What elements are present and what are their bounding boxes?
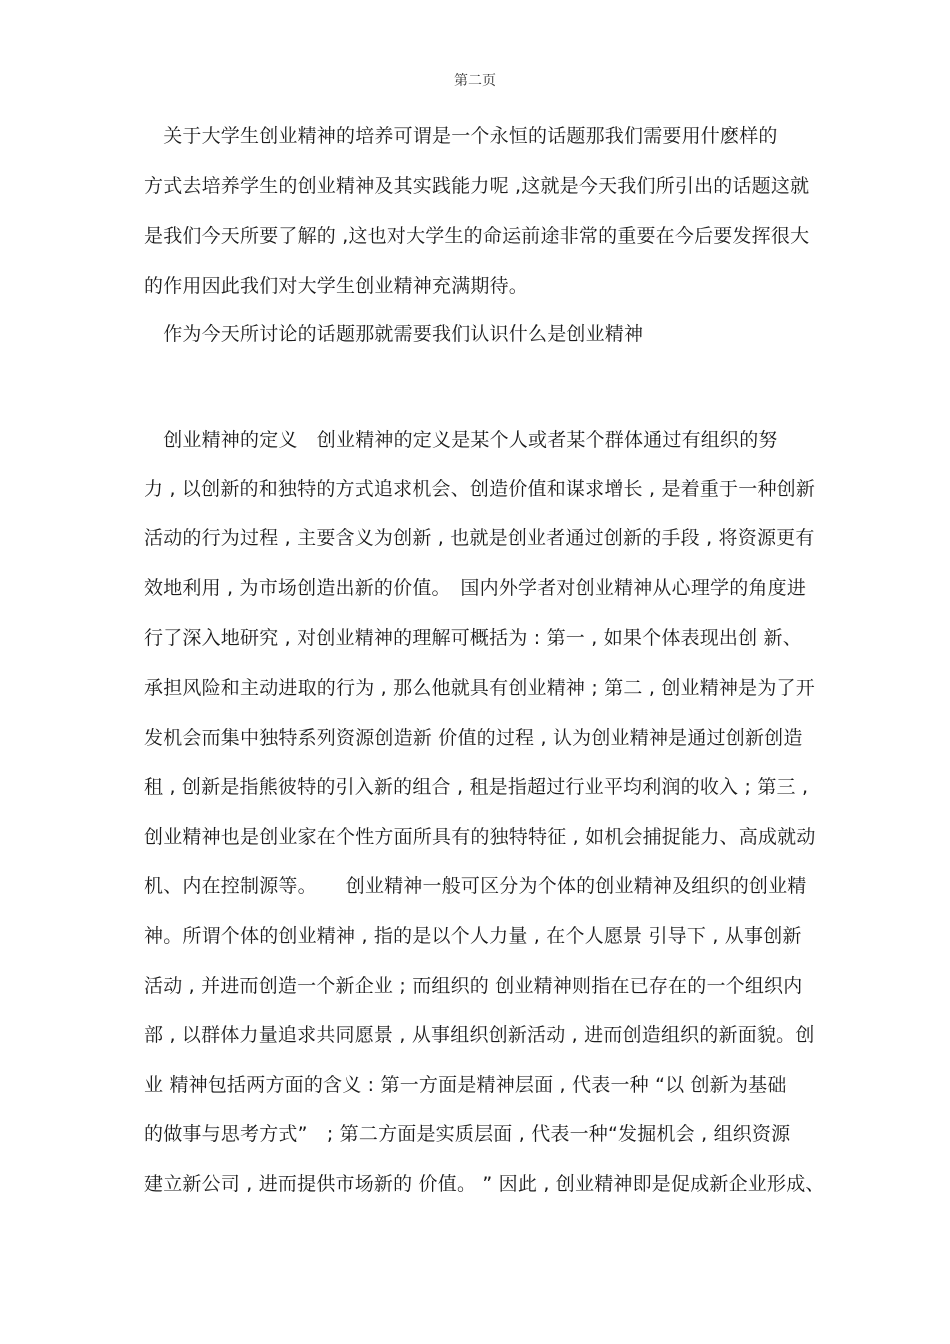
text-line: 关于大学生创业精神的培养可谓是一个永恒的话题那我们需要用什麽样的 [144,125,778,147]
text-line: 效地利用 , 为市场创造出新的价值。 国内外学者对创业精神从心理学的角度进 [144,577,807,599]
text-line: 活动的行为过程 , 主要含义为创新 , 也就是创业者通过创新的手段 , 将资源更有 [144,527,815,549]
text-line: 承担风险和主动进取的行为 , 那么他就具有创业精神 ; 第二 , 创业精神是为了开 [144,677,815,699]
text-line: 创业精神也是创业家在个性方面所具有的独特特征 , 如机会捕捉能力、高成就动 [144,826,816,848]
text-line: 方式去培养学生的创业精神及其实践能力呢 ,这就是今天我们所引出的话题这就 [144,175,810,197]
text-line: 神。所谓个体的创业精神 , 指的是以个人力量 , 在个人愿景 引导下 , 从事创新 [144,925,802,947]
text-line: 的作用因此我们对大学生创业精神充满期待。 [144,275,529,297]
text-line: 的做事与思考方式” ; 第二方面是实质层面 , 代表一种“发掘机会 , 组织资源 [144,1123,791,1145]
text-line: 活动 , 并进而创造一个新企业 ; 而组织的 创业精神则指在已存在的一个组织内 [144,975,803,997]
text-line: 机、内在控制源等。 创业精神一般可区分为个体的创业精神及组织的创业精 [144,875,807,897]
text-line: 创业精神的定义 创业精神的定义是某个人或者某个群体通过有组织的努 [144,429,778,451]
text-line: 发机会而集中独特系列资源创造新 价值的过程 , 认为创业精神是通过创新创造 [144,727,803,749]
text-line: 部 , 以群体力量追求共同愿景 , 从事组织创新活动 , 进而创造组织的新面貌。创 [144,1024,815,1046]
text-line: 力 , 以创新的和独特的方式追求机会、创造价值和谋求增长 , 是着重于一种创新 [144,478,816,500]
text-line: 是我们今天所要了解的 ,这也对大学生的命运前途非常的重要在今后要发挥很大 [144,225,810,247]
text-line: 建立新公司 , 进而提供市场新的 价值。 ” 因此 , 创业精神即是促成新企业形成、 [144,1173,825,1195]
text-line: 作为今天所讨论的话题那就需要我们认识什么是创业精神 [144,323,644,345]
text-line: 业 精神包括两方面的含义 : 第一方面是精神层面 , 代表一种 “以 创新为基础 [144,1074,787,1096]
page-header: 第二页 [454,73,496,89]
text-line: 行了深入地研究 , 对创业精神的理解可概括为 : 第一 , 如果个体表现出创 新、 [144,627,802,649]
text-line: 租 , 创新是指熊彼特的引入新的组合 , 租是指超过行业平均利润的收入 ; 第三 , [144,776,809,798]
